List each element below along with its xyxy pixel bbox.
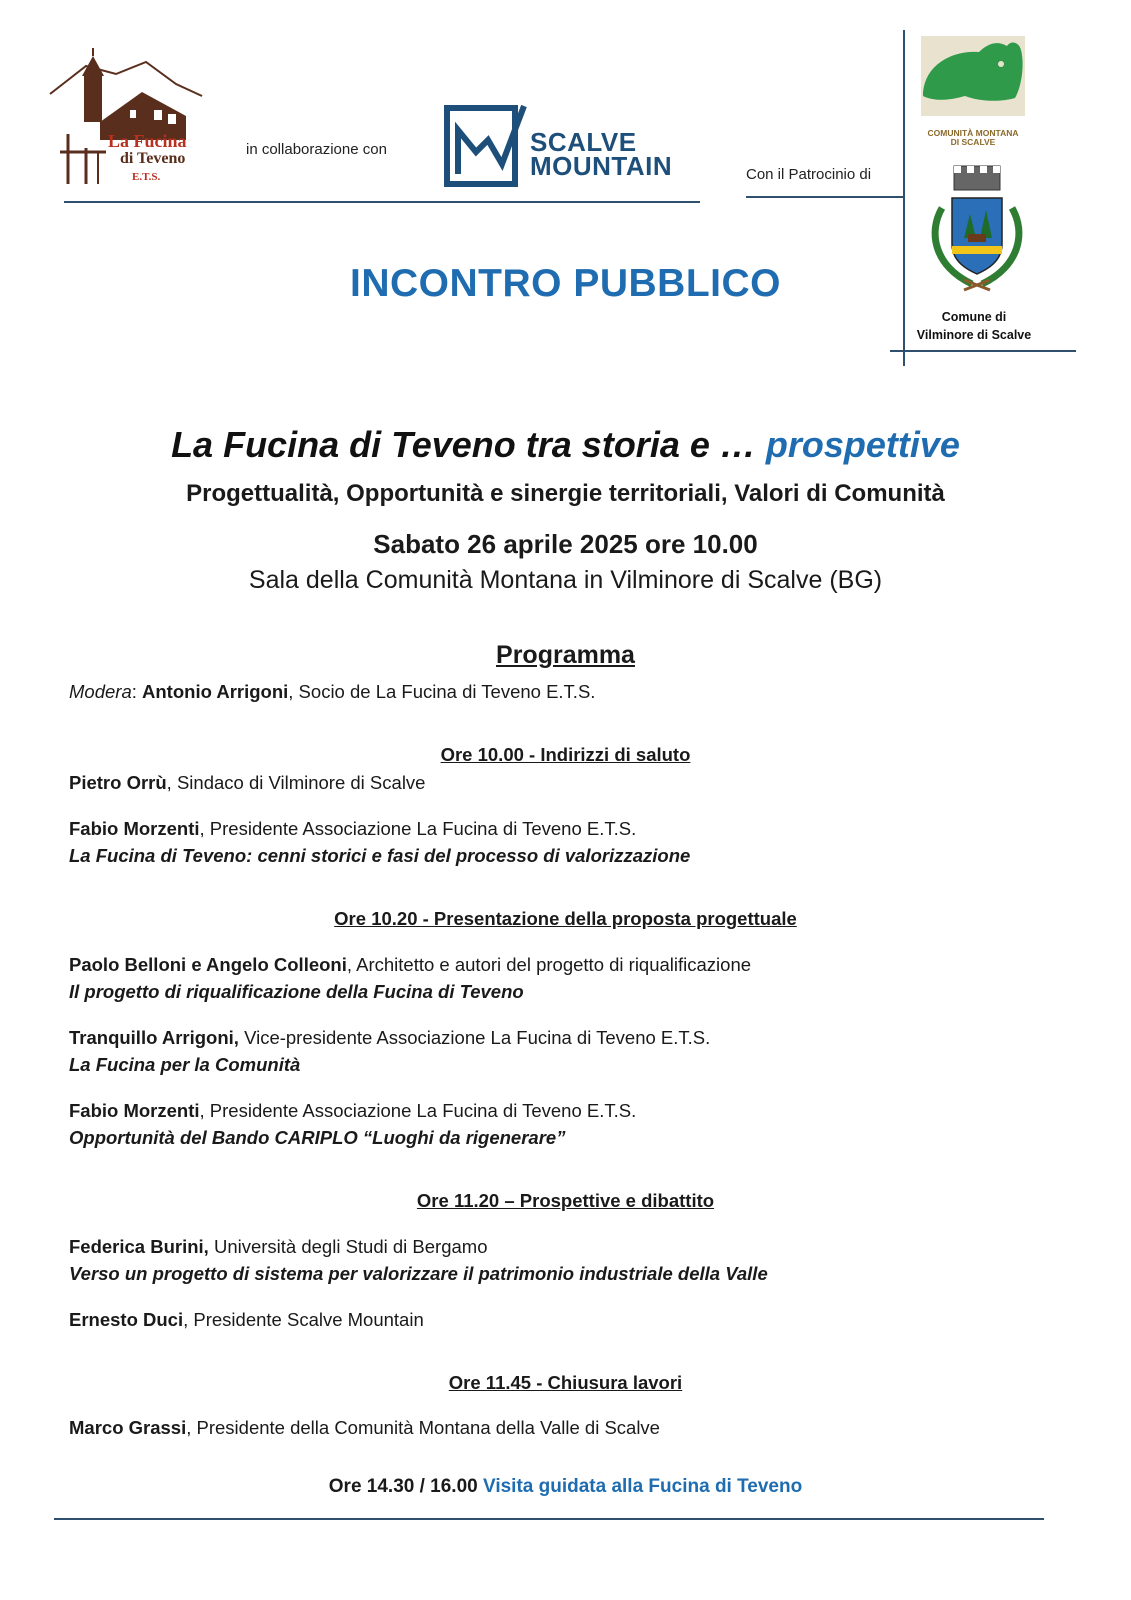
section-heading: Ore 11.20 – Prospettive e dibattito bbox=[416, 1190, 715, 1211]
fucina-logo-line1: La Fucina bbox=[108, 131, 187, 151]
speaker-name: Paolo Belloni e Angelo Colleoni bbox=[69, 954, 347, 975]
speaker-role: , Presidente Scalve Mountain bbox=[183, 1309, 424, 1330]
talk-title: Opportunità del Bando CARIPLO “Luoghi da rigenerare” bbox=[69, 1127, 566, 1148]
speaker-line bbox=[69, 1027, 710, 1049]
comune-label bbox=[904, 308, 1044, 344]
fucina-logo-line2: di Teveno bbox=[120, 150, 186, 167]
event-title-accent: prospettive bbox=[765, 424, 960, 465]
section-heading: Ore 10.20 - Presentazione della proposta progettuale bbox=[334, 908, 797, 929]
collab-text: in collaborazione con bbox=[246, 141, 387, 158]
comunita-montana-logo bbox=[921, 36, 1025, 147]
event-type-heading: INCONTRO PUBBLICO bbox=[350, 262, 781, 305]
speaker-line bbox=[69, 1417, 660, 1439]
talk-title: Il progetto di riqualificazione della Fucina di Teveno bbox=[69, 981, 524, 1002]
header-rule-left bbox=[64, 201, 700, 203]
event-subtitle: Progettualità, Opportunità e sinergie territoriali, Valori di Comunità bbox=[186, 480, 945, 507]
scalve-mountain-logo bbox=[444, 102, 694, 194]
fucina-logo bbox=[46, 44, 206, 194]
header-rule-right bbox=[746, 196, 904, 198]
scalve-logo-line1: SCALVE bbox=[530, 127, 637, 157]
speaker-role: , Sindaco di Vilminore di Scalve bbox=[166, 772, 426, 793]
patrocinio-text: Con il Patrocinio di bbox=[746, 166, 872, 183]
speaker-role: , Presidente Associazione La Fucina di Teveno E.T.S. bbox=[199, 1100, 637, 1121]
section-heading: Ore 11.45 - Chiusura lavori bbox=[448, 1372, 683, 1393]
speaker-line bbox=[69, 1100, 636, 1122]
patron-rule bbox=[890, 350, 1076, 352]
speaker-name: Tranquillo Arrigoni, bbox=[69, 1027, 239, 1048]
comune-line1: Comune di bbox=[941, 310, 1007, 324]
speaker-line bbox=[69, 1309, 424, 1331]
event-title bbox=[0, 424, 1131, 466]
guided-visit-time: Ore 14.30 / 16.00 bbox=[328, 1476, 478, 1497]
speaker-name: Fabio Morzenti bbox=[69, 818, 200, 839]
speaker-name: Federica Burini, bbox=[69, 1236, 209, 1257]
moderator-label: Modera bbox=[69, 681, 132, 702]
speaker-line bbox=[69, 954, 751, 976]
guided-visit-line bbox=[0, 1476, 1131, 1498]
speaker-role: , Presidente della Comunità Montana della Valle di Scalve bbox=[186, 1417, 660, 1438]
speaker-name: Ernesto Duci bbox=[69, 1309, 184, 1330]
cm-logo-line2: DI SCALVE bbox=[950, 137, 996, 147]
event-venue: Sala della Comunità Montana in Vilminore di Scalve (BG) bbox=[248, 566, 883, 594]
talk-title: La Fucina per la Comunità bbox=[69, 1054, 301, 1075]
speaker-name: Fabio Morzenti bbox=[69, 1100, 200, 1121]
bear-icon bbox=[921, 36, 1025, 116]
section-heading: Ore 10.00 - Indirizzi di saluto bbox=[440, 744, 691, 765]
cm-logo-line1: COMUNITÀ MONTANA bbox=[927, 128, 1019, 138]
moderator-role: , Socio de La Fucina di Teveno E.T.S. bbox=[288, 681, 596, 702]
moderator-name: Antonio Arrigoni bbox=[142, 681, 289, 702]
scalve-logo-line2: MOUNTAIN bbox=[530, 151, 673, 181]
speaker-line bbox=[69, 1236, 488, 1258]
speaker-line bbox=[69, 818, 636, 840]
scalve-mountain-icon bbox=[444, 102, 528, 194]
comune-line2: Vilminore di Scalve bbox=[916, 328, 1032, 342]
speaker-name: Pietro Orrù bbox=[69, 772, 167, 793]
speaker-name: Marco Grassi bbox=[69, 1417, 187, 1438]
footer-rule bbox=[54, 1518, 1044, 1520]
speaker-role: , Architetto e autori del progetto di riqualificazione bbox=[346, 954, 752, 975]
event-title-main: La Fucina di Teveno tra storia e … bbox=[171, 424, 756, 465]
talk-title: La Fucina di Teveno: cenni storici e fasi del processo di valorizzazione bbox=[69, 845, 691, 866]
program-heading: Programma bbox=[496, 641, 635, 669]
speaker-role: Vice-presidente Associazione La Fucina di Teveno E.T.S. bbox=[238, 1027, 711, 1048]
talk-title: Verso un progetto di sistema per valorizzare il patrimonio industriale della Valle bbox=[69, 1263, 768, 1284]
speaker-role: , Presidente Associazione La Fucina di Teveno E.T.S. bbox=[199, 818, 637, 839]
moderator-line: Modera: Antonio Arrigoni, Socio de La Fucina di Teveno E.T.S. bbox=[69, 681, 596, 702]
guided-visit-activity: Visita guidata alla Fucina di Teveno bbox=[483, 1476, 803, 1497]
speaker-role: Università degli Studi di Bergamo bbox=[208, 1236, 488, 1257]
event-date: Sabato 26 aprile 2025 ore 10.00 bbox=[373, 529, 758, 559]
speaker-line bbox=[69, 772, 425, 794]
fucina-logo-line3: E.T.S. bbox=[132, 171, 161, 183]
